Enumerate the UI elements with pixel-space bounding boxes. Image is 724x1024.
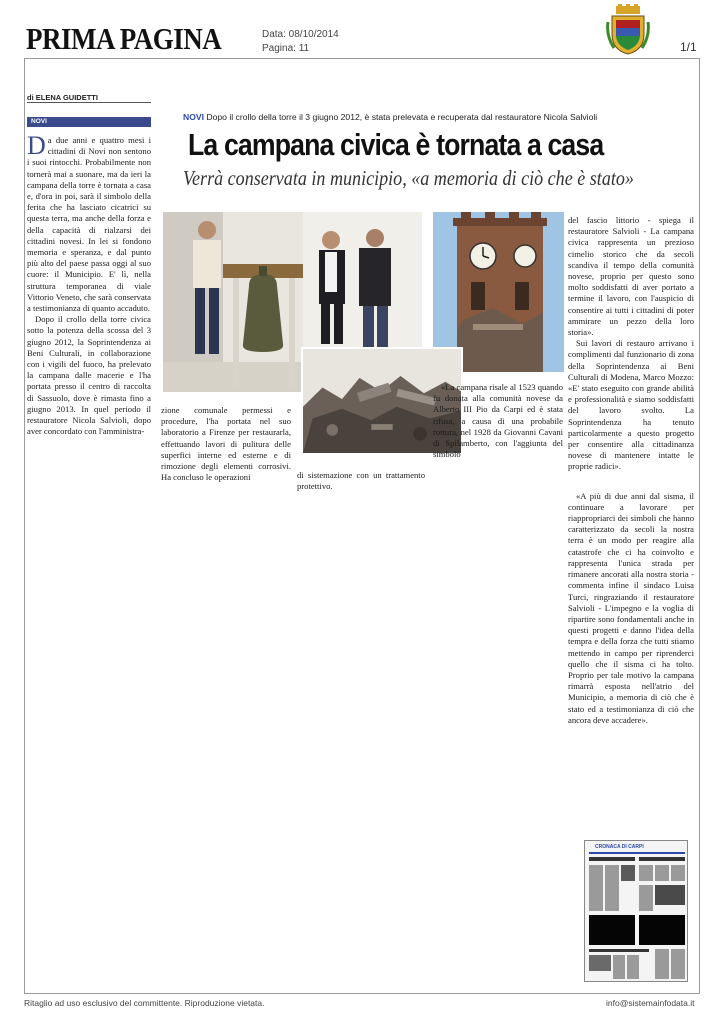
article-column-5 bbox=[568, 215, 694, 726]
article-column-4 bbox=[433, 382, 563, 460]
kicker-location: NOVI bbox=[183, 112, 205, 122]
dropcap: D bbox=[27, 131, 46, 160]
col4-paragraph: «La campana risale al 1523 quando fu donata alla comunità novese da Alberto III Pio da Carpi ed è stata rifusa, a causa di una probabile rottura, nel 1928 da Giovanni Cavani di Spilamberto, con l'aggiunta del simbolo bbox=[433, 382, 563, 460]
byline-divider bbox=[27, 102, 151, 103]
section-tag: NOVI bbox=[27, 117, 151, 127]
clipping-meta bbox=[262, 28, 339, 56]
col5-paragraph-3: «A più di due anni dal sisma, il continuare a lavorare per riappropriarci dei simboli che hanno caratterizzato da secoli la nostra terra è un modo per reagire alla catastrofe che ci ha coinvolto e rappresenta l'unica strada per rimanere ancorati alla nostra storia - commenta infine il sindaco Luisa Turci, ringraziando il restauratore Salvioli - L'impegno e la voglia di ripartire sono fondamentali anche in questi progetti e danno l'idea della tempra e della forza che tutti stiamo mettendo in campo per riprenderci quello che il sisma ci ha tolto. Proprio per tale motivo la campana rimarrà esposta nell'atrio del Municipio, a memoria di ciò che è stato ed a testimonianza di ciò che ancora deve accadere». bbox=[568, 490, 694, 725]
article-column-2 bbox=[161, 405, 291, 483]
date-line: Data: 08/10/2014 bbox=[262, 29, 339, 40]
coat-of-arms-icon bbox=[606, 4, 650, 56]
col1-paragraph-2: Dopo il crollo della torre civica sotto la potenza della scossa del 3 giugno 2012, la Soprintendenza ai Beni Culturali, in collaborazione con i vigili del fuoco, ha prelevato la campana dalle macerie e l'ha portata presso il centro di raccolta di Sassuolo, dove è rimasta fino a giugno 2013. In quel periodo il restauratore Nicola Salvioli, dopo aver concordato con l'amministra- bbox=[27, 314, 151, 437]
thumbnail-title: CRONACA DI CARPI bbox=[595, 844, 644, 850]
page-thumbnail bbox=[584, 840, 688, 982]
page-count: 1/1 bbox=[680, 40, 697, 54]
page-line: Pagina: 11 bbox=[262, 43, 310, 54]
byline: di ELENA GUIDETTI bbox=[27, 93, 98, 102]
footer-disclaimer: Ritaglio ad uso esclusivo del committente. Riproduzione vietata. bbox=[24, 998, 265, 1008]
col3-paragraph: di sistemazione con un trattamento protettivo. bbox=[297, 470, 425, 492]
kicker bbox=[183, 112, 643, 122]
col1-paragraph-1: a due anni e quattro mesi i cittadini di Novi non sentono i suoi rintocchi. Probabilmente non tornerà mai a suonare, ma da ieri la campana della torre è tornata a casa e, d'ora in poi, sarà il simbolo della ferita che ha lasciato cicatrici su questa terra, ma anche della forza e della capacità di rialzarsi dei cittadini novesi. In lei si fondono memoria e speranza, e dal punto più alto del paese passa oggi al suo cuore: il Municipio. E' lì, nella struttura temporanea di viale Vittorio Veneto, che sarà conservata a testimonianza di quanto accaduto. bbox=[27, 135, 151, 314]
article-column-3 bbox=[297, 470, 425, 492]
footer-email: info@sistemainfodata.it bbox=[606, 998, 695, 1008]
article-column-1 bbox=[27, 131, 151, 437]
col5-paragraph-1: del fascio littorio - spiega il restauratore Salvioli - La campana civica rappresenta un prezioso cimelio storico che da secoli scandiva il tempo della comunità novese, proprio per questo sono molto soddisfatti di aver portato a termine il lavoro, con l'auspicio di consentire ai tutti i cittadini di poter ammirare un pezzo della loro storia». bbox=[568, 215, 694, 338]
masthead: PRIMA PAGINA bbox=[26, 22, 222, 56]
headline: La campana civica è tornata a casa bbox=[188, 127, 604, 162]
col2-paragraph: zione comunale permessi e procedure, l'ha portata nel suo laboratorio a Firenze per restaurarla, effettuando lavori di pulitura delle superfici interne ed esterne e di rimozione degli elementi corrosivi. Ha concluso le operazioni bbox=[161, 405, 291, 483]
col5-paragraph-2: Sui lavori di restauro arrivano i complimenti dal funzionario di zona della Soprintendenza ai Beni Culturali di Modena, Marco Mozzo: «E' stato eseguito con grande abilità e professionalità e siamo soddisfatti del lavoro svolto. La Soprintendenza ha tenuto particolarmente a questo progetto per consentire alla cittadinanza novese di mantenere intatte le proprie radici». bbox=[568, 338, 694, 472]
kicker-text: Dopo il crollo della torre il 3 giugno 2012, è stata prelevata e recuperata dal restauratore Nicola Salvioli bbox=[206, 112, 598, 122]
subhead: Verrà conservata in municipio, «a memoria di ciò che è stato» bbox=[183, 166, 634, 190]
